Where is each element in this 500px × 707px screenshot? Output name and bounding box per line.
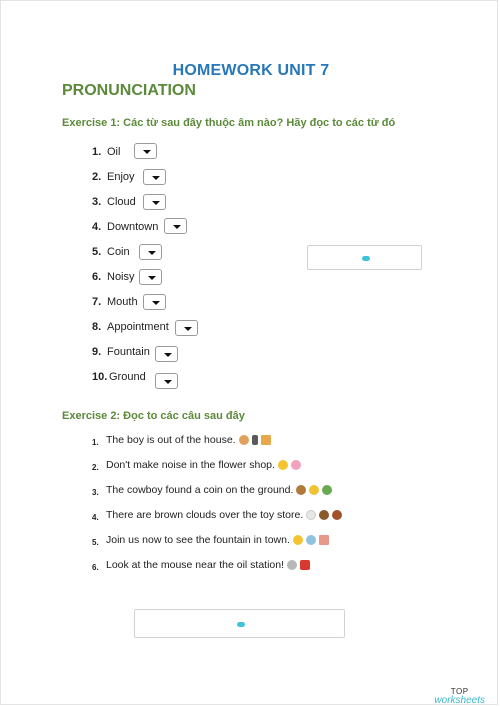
exercise2-heading: Exercise 2: Đọc to các câu sau đây xyxy=(62,410,245,422)
item-number: 9. xyxy=(92,346,102,358)
teddy-bear-emoji-icon xyxy=(332,510,342,520)
sound-dropdown[interactable] xyxy=(143,194,166,210)
item-word: Noisy xyxy=(107,271,135,283)
item-word: Mouth xyxy=(107,296,138,308)
item-number: 4. xyxy=(92,221,102,233)
seedling-emoji-icon xyxy=(322,485,332,495)
item-word: Coin xyxy=(107,246,130,258)
brand-name: worksheets xyxy=(434,695,485,706)
cowboy-emoji-icon xyxy=(296,485,306,495)
check-button-indicator xyxy=(237,622,245,627)
section-title: PRONUNCIATION xyxy=(62,82,196,99)
sound-dropdown[interactable] xyxy=(143,169,166,185)
item-number: 7. xyxy=(92,296,102,308)
sentence-number: 5. xyxy=(92,538,99,547)
item-word: Cloud xyxy=(107,196,136,208)
sentence-text: The cowboy found a coin on the ground. xyxy=(106,484,294,496)
sound-dropdown[interactable] xyxy=(164,218,187,234)
mouse-emoji-icon xyxy=(287,560,297,570)
sentence xyxy=(106,459,301,471)
item-number: 1. xyxy=(92,146,102,158)
sound-dropdown[interactable] xyxy=(175,320,198,336)
item-word: Enjoy xyxy=(107,171,135,183)
sound-dropdown[interactable] xyxy=(155,373,178,389)
fountain-emoji-icon xyxy=(306,535,316,545)
shushing-face-emoji-icon xyxy=(278,460,288,470)
sentence-number: 4. xyxy=(92,513,99,522)
item-number: 3. xyxy=(92,196,102,208)
item-number: 5. xyxy=(92,246,102,258)
sentence-text: Don't make noise in the flower shop. xyxy=(106,459,275,471)
sound-dropdown[interactable] xyxy=(134,143,157,159)
sentence xyxy=(106,559,310,571)
cloud-emoji-icon xyxy=(306,510,316,520)
handshake-emoji-icon xyxy=(293,535,303,545)
sentence-number: 3. xyxy=(92,488,99,497)
item-number: 2. xyxy=(92,171,102,183)
sound-dropdown[interactable] xyxy=(139,244,162,260)
fuel-pump-emoji-icon xyxy=(300,560,310,570)
town-emoji-icon xyxy=(319,535,329,545)
sentence-text: The boy is out of the house. xyxy=(106,434,236,446)
sound-dropdown[interactable] xyxy=(143,294,166,310)
sentence xyxy=(106,534,329,546)
house-emoji-icon xyxy=(261,435,271,445)
item-number: 6. xyxy=(92,271,102,283)
sentence xyxy=(106,484,332,496)
topworksheets-logo[interactable] xyxy=(434,687,485,705)
boy-emoji-icon xyxy=(239,435,249,445)
coin-emoji-icon xyxy=(309,485,319,495)
exercise1-heading: Exercise 1: Các từ sau đây thuộc âm nào? Hãy đọc to các từ đó xyxy=(62,117,396,129)
sentence-text: Join us now to see the fountain in town. xyxy=(106,534,290,546)
brand-top: TOP xyxy=(450,687,469,696)
sentence-number: 2. xyxy=(92,463,99,472)
document-title: HOMEWORK UNIT 7 xyxy=(172,62,330,79)
sentence-text: Look at the mouse near the oil station! xyxy=(106,559,285,571)
exercise1-check-button[interactable] xyxy=(307,245,422,270)
sound-dropdown[interactable] xyxy=(139,269,162,285)
sentence xyxy=(106,509,342,521)
brown-heart-emoji-icon xyxy=(319,510,329,520)
item-number: 10. xyxy=(92,371,108,383)
person-walking-emoji-icon xyxy=(252,435,258,445)
sentence-number: 1. xyxy=(92,438,99,447)
sentence xyxy=(106,434,271,446)
item-number: 8. xyxy=(92,321,102,333)
item-word: Oil xyxy=(107,146,121,158)
sound-dropdown[interactable] xyxy=(155,346,178,362)
sentence-number: 6. xyxy=(92,563,99,572)
item-word: Appointment xyxy=(107,321,169,333)
sentence-text: There are brown clouds over the toy store. xyxy=(106,509,304,521)
exercise2-check-button[interactable] xyxy=(134,609,345,638)
flower-emoji-icon xyxy=(291,460,301,470)
check-button-indicator xyxy=(362,256,370,261)
item-word: Downtown xyxy=(107,221,159,233)
item-word: Fountain xyxy=(107,346,150,358)
item-word: Ground xyxy=(109,371,146,383)
